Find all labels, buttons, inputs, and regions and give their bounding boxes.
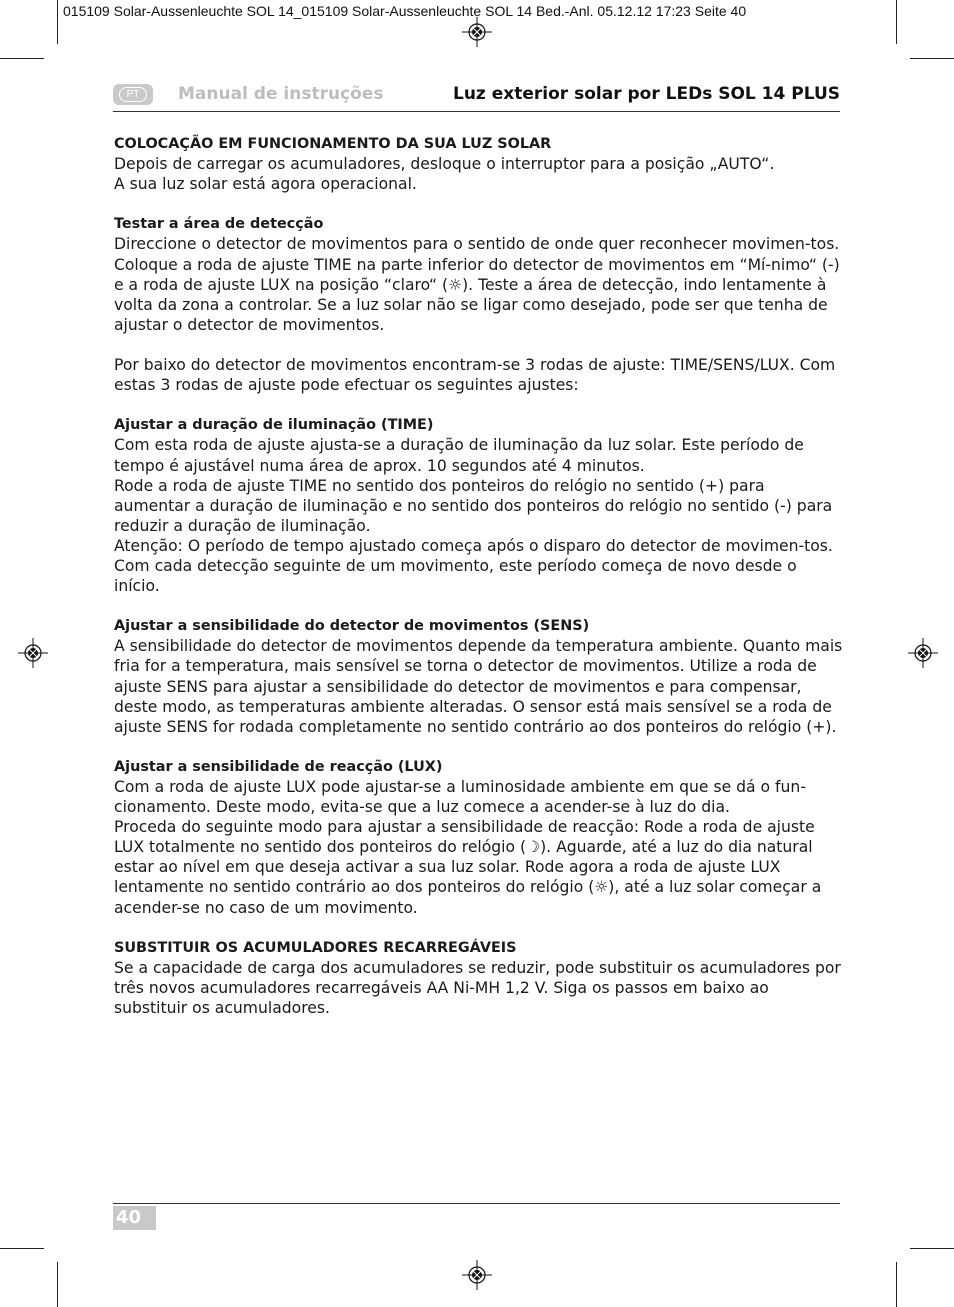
crop-mark-bottom-left-h	[0, 1248, 44, 1249]
section-heading: Ajustar a sensibilidade do detector de movimentos (SENS)	[114, 618, 590, 635]
crop-mark-bottom-left-v	[57, 1262, 58, 1307]
crop-mark-bottom-right-v	[896, 1262, 897, 1307]
paragraph: Atenção: O período de tempo ajustado começa após o disparo do detector de movimen-tos. Com cada detecção seguinte de um movimento, este período começa de novo desde o início.	[114, 536, 833, 596]
product-title: Luz exterior solar por LEDs SOL 14 PLUS	[453, 84, 840, 104]
paragraph: Com esta roda de ajuste ajusta-se a duração de iluminação da luz solar. Este período de tempo é ajustável numa área de aprox. 10 segundos até 4 minutos.	[114, 436, 804, 475]
language-badge-label: PT	[119, 87, 147, 102]
registration-mark-icon	[908, 638, 938, 668]
page-number: 40	[113, 1206, 156, 1230]
footer-rule	[113, 1203, 840, 1204]
language-badge	[113, 84, 153, 105]
paragraph: Direccione o detector de movimentos para o sentido de onde quer reconhecer movimen-tos. Coloque a roda de ajuste TIME na parte inferior do detector de movimentos em “Mí-nimo“ (-) e a roda de ajuste LUX na posição “claro“ (☼). Teste a área de detecção, indo lentamente à volta da zona a controlar. Se a luz solar não se ligar como desejado, pode ser que tenha de ajustar o detector de movimentos.	[114, 235, 840, 334]
section-heading: Ajustar a sensibilidade de reacção (LUX)	[114, 758, 443, 775]
registration-mark-icon	[462, 17, 492, 47]
paragraph: Rode a roda de ajuste TIME no sentido dos ponteiros do relógio no sentido (+) para aumentar a duração de iluminação e no sentido dos ponteiros do relógio no sentido (-) para reduzir a duração de iluminação.	[114, 476, 833, 535]
crop-mark-top-left-h	[0, 58, 44, 59]
running-header	[113, 83, 840, 112]
section-heading: COLOCAÇÃO EM FUNCIONAMENTO DA SUA LUZ SOLAR	[114, 136, 552, 152]
paragraph: Depois de carregar os acumuladores, desloque o interruptor para a posição „AUTO“.	[114, 155, 775, 174]
registration-mark-icon	[462, 1260, 492, 1290]
paragraph: Se a capacidade de carga dos acumuladores se reduzir, pode substituir os acumuladores por três novos acumuladores recarregáveis AA Ni-MH 1,2 V. Siga os passos em baixo ao substituir os acumuladores.	[114, 958, 841, 1018]
paragraph: Proceda do seguinte modo para ajustar a sensibilidade de reacção: Rode a roda de ajuste LUX totalmente no sentido dos ponteiros do relógio (☽). Aguarde, até a luz do dia natural estar ao nível em que deseja activar a sua luz solar. Rode agora a roda de ajuste LUX lentamente no sentido contrário ao dos ponteiros do relógio (☼), até a luz solar começar a acender-se no caso de um movimento.	[114, 818, 822, 917]
section-heading: Testar a área de detecção	[114, 216, 324, 233]
paragraph: Com a roda de ajuste LUX pode ajustar-se a luminosidade ambiente em que se dá o fun-cionamento. Deste modo, evita-se que a luz comece a acender-se à luz do dia.	[114, 778, 806, 817]
paragraph: A sua luz solar está agora operacional.	[114, 175, 417, 194]
page-content	[114, 134, 844, 1018]
manual-label: Manual de instruções	[178, 84, 384, 104]
crop-mark-top-left-v	[57, 0, 58, 44]
crop-mark-bottom-right-h	[910, 1248, 954, 1249]
paragraph: Por baixo do detector de movimentos encontram-se 3 rodas de ajuste: TIME/SENS/LUX. Com estas 3 rodas de ajuste pode efectuar os seguintes ajustes:	[114, 356, 836, 395]
crop-mark-top-right-v	[896, 0, 897, 44]
print-slug-line: 015109 Solar-Aussenleuchte SOL 14_015109 Solar-Aussenleuchte SOL 14 Bed.-Anl. 05.12.12 17:23 Seite 40	[63, 3, 747, 19]
section-heading: Ajustar a duração de iluminação (TIME)	[114, 417, 434, 434]
registration-mark-icon	[18, 638, 48, 668]
section-heading: SUBSTITUIR OS ACUMULADORES RECARREGÁVEIS	[114, 939, 517, 956]
crop-mark-top-right-h	[910, 58, 954, 59]
paragraph: A sensibilidade do detector de movimentos depende da temperatura ambiente. Quanto mais fria for a temperatura, mais sensível se torna o detector de movimentos. Utilize a roda de ajuste SENS para ajustar a sensibilidade do detector de movimentos e para compensar, deste modo, as temperaturas ambiente alteradas. O sensor está mais sensível se a roda de ajuste SENS for rodada completamente no sentido contrário ao dos ponteiros do relógio (+).	[114, 637, 843, 736]
